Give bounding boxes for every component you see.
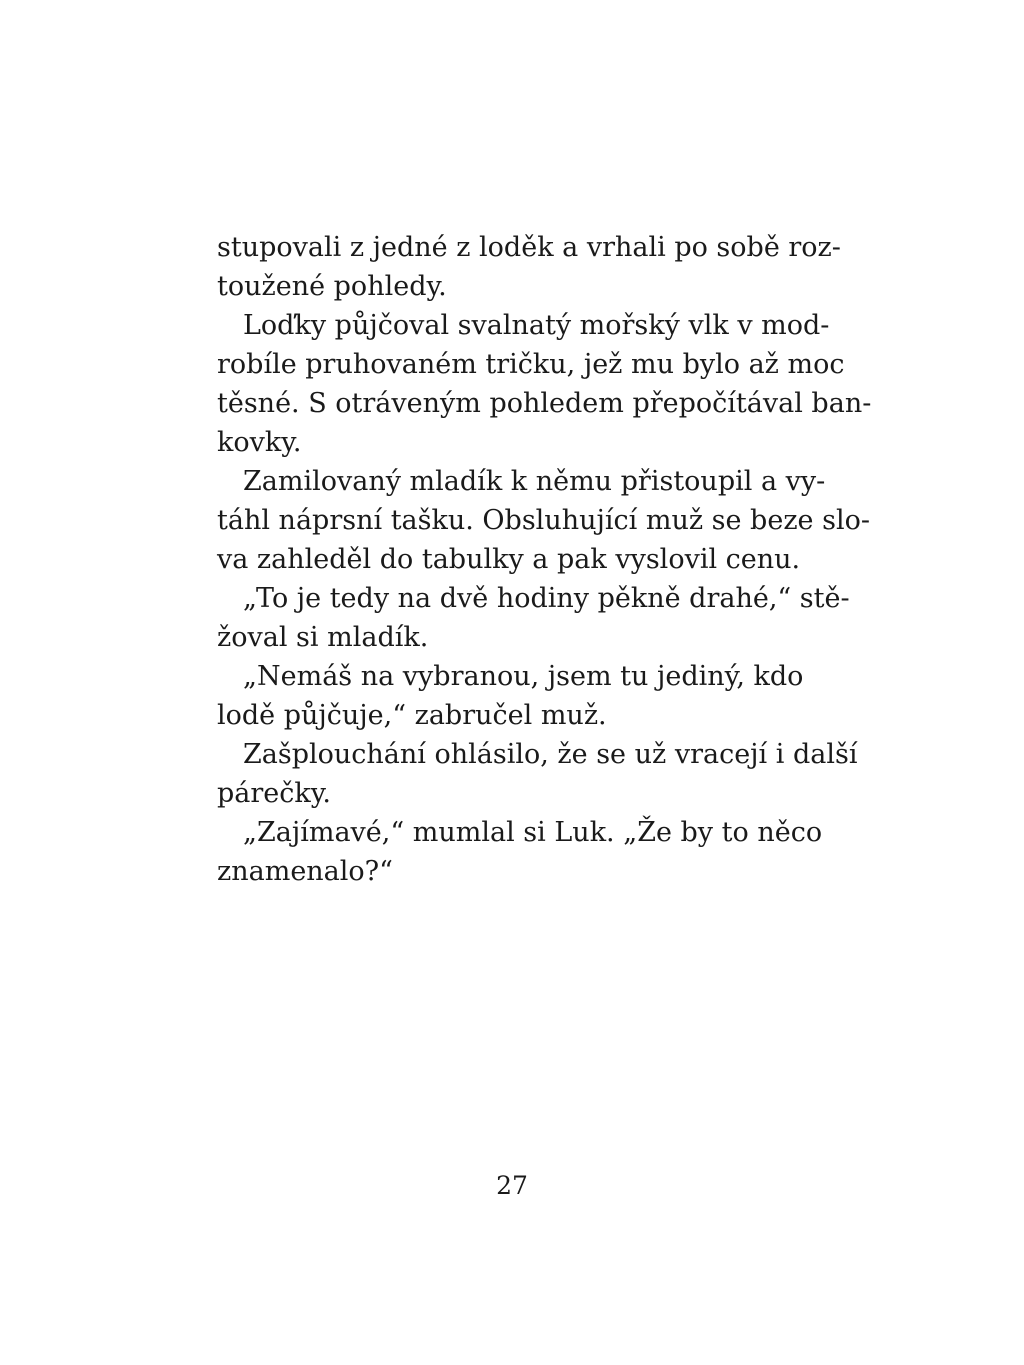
text-line: těsné. S otráveným pohledem přepočítával ban- [217, 388, 872, 419]
paragraph [217, 657, 804, 735]
text-line: párečky. [217, 778, 331, 809]
text-line: „To je tedy na dvě hodiny pěkně drahé,“ stě- [243, 583, 850, 614]
paragraph [217, 813, 823, 891]
paragraph [217, 306, 872, 462]
paragraph [217, 735, 858, 813]
text-line: toužené pohledy. [217, 271, 447, 302]
page-number: 27 [496, 1171, 528, 1200]
text-line: Loďky půjčoval svalnatý mořský vlk v mod- [243, 310, 830, 341]
text-line: znamenalo?“ [217, 856, 393, 887]
text-line: Zamilovaný mladík k němu přistoupil a vy- [243, 466, 826, 497]
body-text [217, 228, 872, 891]
paragraph [217, 462, 870, 579]
text-line: kovky. [217, 427, 302, 458]
paragraph [217, 579, 850, 657]
text-line: táhl náprsní tašku. Obsluhující muž se beze slo- [217, 505, 870, 536]
text-line: stupovali z jedné z loděk a vrhali po sobě roz- [217, 232, 841, 263]
text-line: lodě půjčuje,“ zabručel muž. [217, 700, 607, 731]
text-line: Zašplouchání ohlásilo, že se už vracejí i další [243, 739, 858, 770]
text-line: va zahleděl do tabulky a pak vyslovil cenu. [217, 544, 801, 575]
text-line: robíle pruhovaném tričku, jež mu bylo až moc [217, 349, 845, 380]
text-line: „Zajímavé,“ mumlal si Luk. „Že by to něco [243, 817, 823, 848]
text-line: „Nemáš na vybranou, jsem tu jediný, kdo [243, 661, 804, 692]
text-line: žoval si mladík. [217, 622, 429, 653]
paragraph [217, 228, 841, 306]
